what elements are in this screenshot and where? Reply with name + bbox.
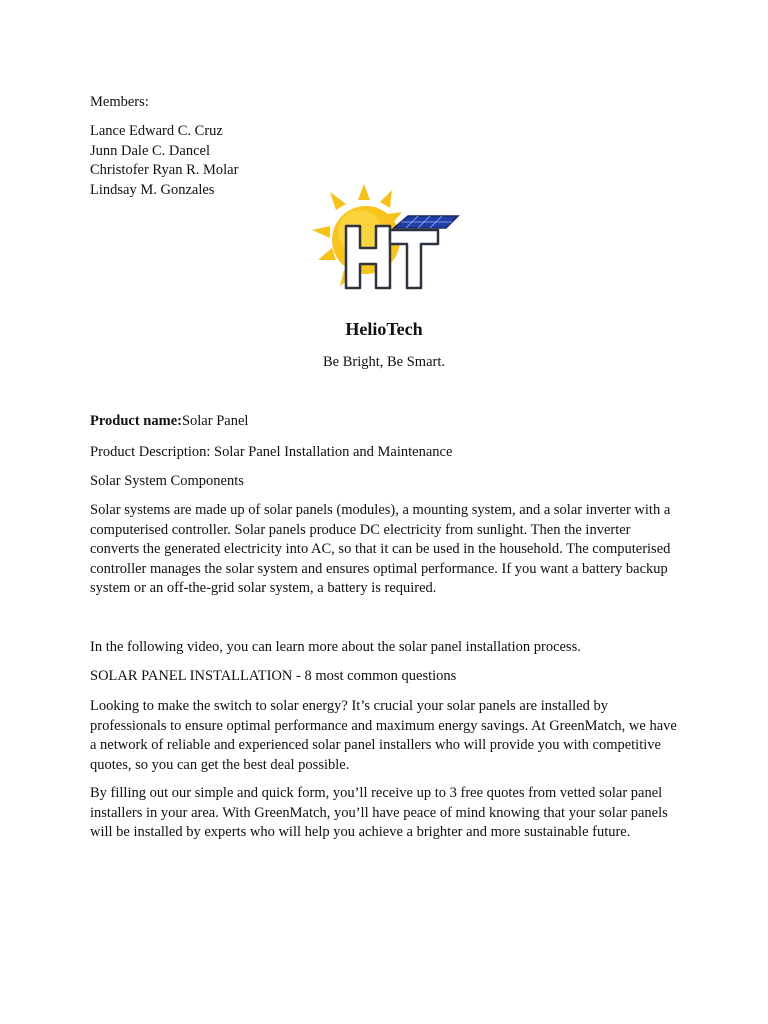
members-heading: Members: <box>90 94 149 110</box>
member-name: Lindsay M. Gonzales <box>90 181 215 198</box>
section-title: Solar System Components <box>90 473 244 489</box>
member-name: Christofer Ryan R. Molar <box>90 162 239 178</box>
product-name-line <box>90 412 690 432</box>
product-name-value: Solar Panel <box>181 413 249 429</box>
member-name: Lance Edward C. Cruz <box>90 123 223 139</box>
video-intro-text: In the following video, you can learn more about the solar panel installation process. <box>90 639 581 655</box>
letter-t-icon <box>390 230 438 288</box>
components-paragraph: Solar systems are made up of solar panels (modules), a mounting system, and a solar inverter with a computerised controller. Solar panels produce DC electricity from sunlight. Then the inverter converts the generated electricity into AC, so that it can be used in the household. The computerised controller manages the solar system and ensures optimal performance. If you want a battery backup system or an off-the-grid solar system, a battery is required. <box>90 502 671 596</box>
heliotech-logo <box>308 182 460 294</box>
member-name: Junn Dale C. Dancel <box>90 142 210 159</box>
company-tagline: Be Bright, Be Smart. <box>322 354 446 370</box>
installation-title: SOLAR PANEL INSTALLATION - 8 most common questions <box>90 668 457 684</box>
product-description: Product Description: Solar Panel Installation and Maintenance <box>90 444 453 460</box>
company-name: HelioTech <box>345 319 423 339</box>
quotes-paragraph: By filling out our simple and quick form, you’ll receive up to 3 free quotes from vetted solar panel installers in your area. With GreenMatch, you’ll have peace of mind knowing that your solar panels will be installed by experts who will help you achieve a brighter and more sustainable future. <box>90 785 668 840</box>
solar-panel-icon <box>394 216 458 228</box>
installation-paragraph: Looking to make the switch to solar energy? It’s crucial your solar panels are installed by professionals to ensure optimal performance and maximum energy savings. At GreenMatch, we have a network of reliable and experienced solar panel installers who will provide you with competitive quotes, so you can get the best deal possible. <box>90 698 677 773</box>
product-name-label: Product name: <box>90 413 182 429</box>
